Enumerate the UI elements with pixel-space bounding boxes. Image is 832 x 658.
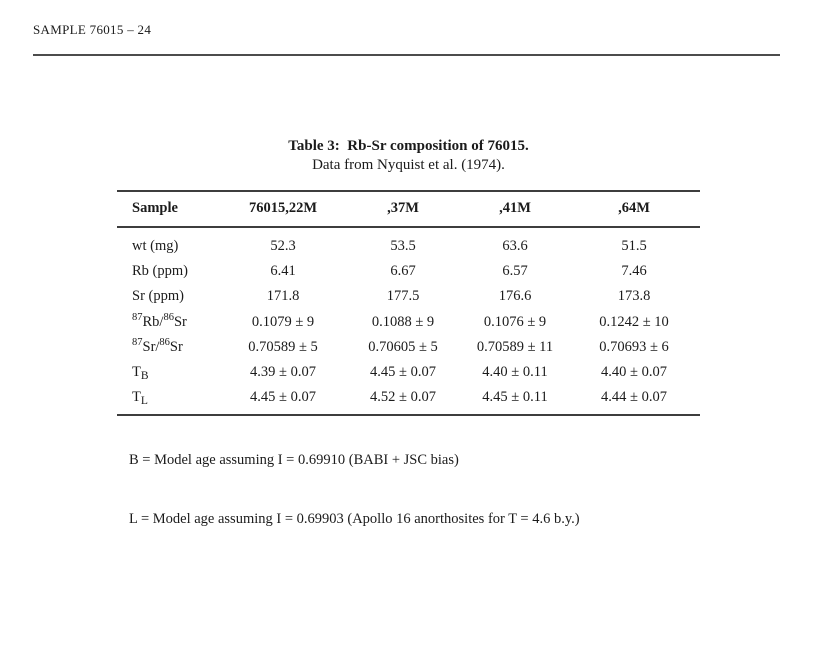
data-table [117,190,700,416]
table-cell: 52.3 [270,238,296,254]
table-cell: 0.70589 ± 11 [476,338,554,355]
table-head [117,191,700,227]
table-row [117,284,700,309]
table-cell: 7.46 [621,263,647,280]
header-row [117,191,700,227]
table-cell: 63.6 [502,238,528,254]
table-body [117,227,700,415]
table-caption [117,137,700,174]
table-row [117,334,700,359]
table-row [117,259,700,284]
table-cell: 53.5 [390,238,416,254]
table-cell: 4.45 ± 0.11 [482,389,548,406]
table-cell: 171.8 [266,288,300,305]
table-cell: 177.5 [386,288,420,305]
footnote-l: L = Model age assuming I = 0.69903 (Apollo 16 anorthosites for T = 4.6 b.y.) [129,510,580,527]
table-cell: 0.70693 ± 6 [599,338,669,355]
row-label: $^{87}$Rb/$^{86}$Sr [132,311,187,330]
column-header: ,41M [462,191,568,227]
row-label: Rb (ppm) [132,263,188,280]
table-cell: 51.5 [621,238,647,254]
column-header-sample: Sample [117,191,222,227]
table-row [117,385,700,416]
table-cell: 0.70589 ± 5 [248,338,318,355]
header-rule [33,54,780,56]
table-cell: 4.39 ± 0.07 [250,363,316,380]
table-cell: 6.41 [270,263,296,280]
table-cell: 4.45 ± 0.07 [250,389,316,406]
table-cell: 176.6 [498,288,532,305]
column-header: ,37M [344,191,462,227]
table-cell: 0.1242 ± 10 [599,313,669,330]
column-header: ,64M [568,191,700,227]
table-footnotes [129,412,580,568]
running-head: SAMPLE 76015 – 24 [33,22,152,37]
table-title: Table 3: Rb-Sr composition of 76015. [288,138,529,154]
row-label: $T_B$ [132,363,149,382]
table-cell: 0.1079 ± 9 [251,313,315,330]
row-label: $^{87}$Sr/$^{86}$Sr [132,336,183,355]
table-row [117,359,700,384]
table-cell: 6.57 [502,263,528,280]
table-cell: 0.1076 ± 9 [483,313,547,330]
table-cell: 4.45 ± 0.07 [370,363,436,380]
table-cell: 173.8 [617,288,651,305]
column-header: 76015,22M [222,191,344,227]
table-cell: 4.44 ± 0.07 [601,389,667,406]
table-row [117,309,700,334]
table-cell: 0.1088 ± 9 [371,313,435,330]
table-cell: 0.70605 ± 5 [368,338,438,355]
footnote-b: B = Model age assuming I = 0.69910 (BABI + JSC bias) [129,452,459,468]
row-label: wt (mg) [132,238,179,254]
row-label: Sr (ppm) [132,288,184,305]
table-cell: 6.67 [390,263,416,280]
table-row [117,227,700,259]
table-subtitle: Data from Nyquist et al. (1974). [312,157,505,173]
table-cell: 4.40 ± 0.11 [482,363,548,380]
row-label: $T_L$ [132,389,148,408]
table-cell: 4.52 ± 0.07 [370,389,436,406]
table-cell: 4.40 ± 0.07 [601,363,667,380]
